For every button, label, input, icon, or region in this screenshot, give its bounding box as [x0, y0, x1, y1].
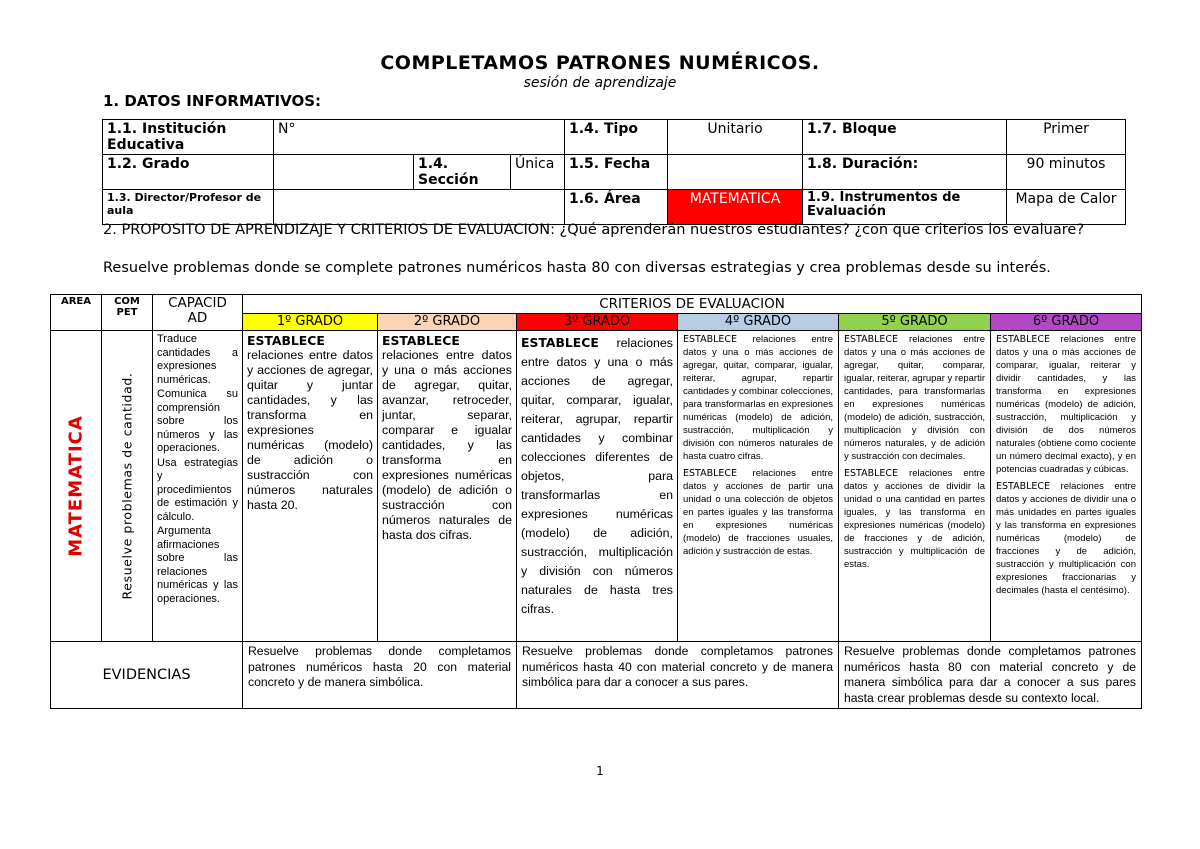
instrumentos-label: 1.9. Instrumentos de Evaluación [803, 190, 1007, 225]
seccion-label: 1.4. Sección [414, 155, 511, 190]
grade-header-3: 3º GRADO [517, 314, 678, 331]
section1-heading: 1. DATOS INFORMATIVOS: [103, 92, 322, 110]
evidencia-grades-3-4: Resuelve problemas donde completamos patrones numéricos hasta 40 con material concreto y de manera simbólica para dar a conocer a sus pares. [517, 642, 839, 709]
grade-header-5: 5º GRADO [839, 314, 991, 331]
criterion-text: relaciones entre datos y una o más acciones de agregar, quitar, avanzar, retroceder, juntar, separar, comparar e igualar cantidades, y las transforma en expresiones numéricas (modelo) de adición o sustracción con números naturales de hasta dos cifras. [382, 348, 512, 542]
institucion-label: 1.1. Institución Educativa [103, 120, 274, 155]
criterion-grade-1 [243, 331, 378, 642]
criterion-text: relaciones entre datos y una o más acciones de agregar, quitar, comparar, igualar, reiterar, agrupar y repartir cantidades, para transformarlas en expresiones numéricas (modelo) de adición, sustracción, multiplicación y división con números naturales, y de adición y sustracción con decimales. [844, 334, 985, 462]
criterion-grade-3 [517, 331, 678, 642]
criterion-text: relaciones entre datos y acciones de dividir una o más unidades en partes iguales y las transforma en expresiones numéricas (modelo) de fracciones y de adición, sustracción y multiplicación con expresiones fraccionarias y decimales (hasta el centésimo). [996, 481, 1136, 596]
capacidad-item: Traduce cantidades a expresiones numéricas. [157, 333, 238, 386]
evidencias-label: EVIDENCIAS [51, 642, 243, 709]
criterion-lead: ESTABLECE [683, 334, 738, 345]
capacidad-header: CAPACID AD [153, 295, 243, 331]
criterion-lead: ESTABLECE [844, 468, 899, 479]
criterion-lead: ESTABLECE [996, 334, 1051, 345]
criterion-lead: ESTABLECE [521, 335, 599, 350]
tipo-label: 1.4. Tipo [565, 120, 668, 155]
duracion-label: 1.8. Duración: [803, 155, 1007, 190]
document-subtitle: sesión de aprendizaje [523, 75, 677, 91]
instrumentos-value: Mapa de Calor [1007, 190, 1126, 225]
fecha-label: 1.5. Fecha [565, 155, 668, 190]
criterion-text: relaciones entre datos y acciones de dividir la unidad o una cantidad en partes iguales, y las transforma en expresiones numéricas (modelo) de fracciones y de adición, sustracción y multiplicación de estas. [844, 468, 985, 570]
competencia-value: Resuelve problemas de cantidad. [119, 372, 135, 600]
area-cell [51, 331, 102, 642]
criterion-grade-5 [839, 331, 991, 642]
criterion-grade-2 [378, 331, 517, 642]
competencia-header: COM PET [102, 295, 153, 331]
section2-purpose: Resuelve problemas donde se complete patrones numéricos hasta 80 con diversas estrategias y crea problemas desde su interés. [103, 260, 1051, 276]
criterion-lead: ESTABLECE [996, 481, 1051, 492]
seccion-value: Única [511, 155, 565, 190]
capacidades-cell [153, 331, 243, 642]
competencia-cell [102, 331, 153, 642]
criterion-grade-6 [991, 331, 1142, 642]
document-title: COMPLETAMOS PATRONES NUMÉRICOS. [380, 52, 820, 74]
criterion-lead: ESTABLECE [844, 334, 899, 345]
criterion-text: relaciones entre datos y una o más acciones de agregar, quitar, comparar, igualar, reiterar, agrupar, repartir cantidades y combinar colecciones diferentes de objetos, para transformarlas en expresiones numéricas (modelo) de adición, sustracción, multiplicación y división con números naturales de hasta tres cifras. [521, 336, 673, 616]
section2-heading: 2. PROPOSITO DE APRENDIZAJE Y CRITERIOS DE EVALUACION [103, 222, 551, 238]
criterion-text: relaciones entre datos y una o más acciones de agregar, quitar, comparar, igualar, reiterar, agrupar, repartir cantidades y combinar colecciones, para transformarlas en expresiones numéricas (modelo) de adición, sustracción, multiplicación y división con números naturales de hasta cuatro cifras. [683, 334, 833, 462]
area-label: 1.6. Área [565, 190, 668, 225]
criterion-lead: ESTABLECE [382, 333, 460, 348]
tipo-value: Unitario [668, 120, 803, 155]
grade-header-1: 1º GRADO [243, 314, 378, 331]
criteria-table [50, 294, 1142, 709]
grade-header-2: 2º GRADO [378, 314, 517, 331]
grado-label: 1.2. Grado [103, 155, 274, 190]
evidencia-grades-1-2: Resuelve problemas donde completamos patrones numéricos hasta 20 con material concreto y de manera simbólica. [243, 642, 517, 709]
capacidad-item: Comunica su comprensión sobre los números y las operaciones. [157, 388, 238, 454]
criterion-lead: ESTABLECE [247, 333, 325, 348]
criterion-text: relaciones entre datos y una o más acciones de comparar, igualar, reiterar y dividir cantidades, y las transforma en expresiones numéricas (modelo) de adición, sustracción, multiplicación y división de dos números naturales (obtiene como cociente un número decimal exacto), y en potencias cuadradas y cúbicas. [996, 334, 1136, 475]
criterion-lead: ESTABLECE [683, 468, 738, 479]
grado-value [274, 155, 414, 190]
section2-question: : ¿Qué aprenderán nuestros estudiantes? ¿con que criterios los evaluare? [550, 222, 1085, 238]
capacidad-item: Argumenta afirmaciones sobre las relaciones numéricas y las operaciones. [157, 525, 238, 605]
fecha-value [668, 155, 803, 190]
director-value [274, 190, 565, 225]
evidencia-grades-5-6: Resuelve problemas donde completamos patrones numéricos hasta 80 con material concreto y de manera simbólica para dar a conocer a sus pares hasta crear problemas desde su contexto local. [839, 642, 1142, 709]
criterion-text: relaciones entre datos y acciones de agregar, quitar y juntar cantidades, y las transforma en expresiones numéricas (modelo) de adición o sustracción con números naturales hasta 20. [247, 348, 373, 512]
bloque-label: 1.7. Bloque [803, 120, 1007, 155]
info-table [102, 119, 1126, 225]
bloque-value: Primer [1007, 120, 1126, 155]
director-label: 1.3. Director/Profesor de aula [103, 190, 274, 225]
section2-block [103, 221, 1113, 240]
page-number: 1 [596, 764, 604, 778]
criterios-header: CRITERIOS DE EVALUACION [243, 295, 1142, 314]
grade-header-4: 4º GRADO [678, 314, 839, 331]
criterion-grade-4 [678, 331, 839, 642]
duracion-value: 90 minutos [1007, 155, 1126, 190]
grade-header-6: 6º GRADO [991, 314, 1142, 331]
criterion-text: relaciones entre datos y acciones de partir una unidad o una colección de objetos en partes iguales y las transforma en expresiones numéricas (modelo) de fracciones usuales, adición y sustracción de estas. [683, 468, 833, 557]
area-header: AREA [51, 295, 102, 331]
capacidad-item: Usa estrategias y procedimientos de estimación y cálculo. [157, 456, 238, 523]
area-value: MATEMATICA [65, 415, 87, 557]
area-value: MATEMATICA [668, 190, 803, 225]
institucion-value: N° [274, 120, 565, 155]
